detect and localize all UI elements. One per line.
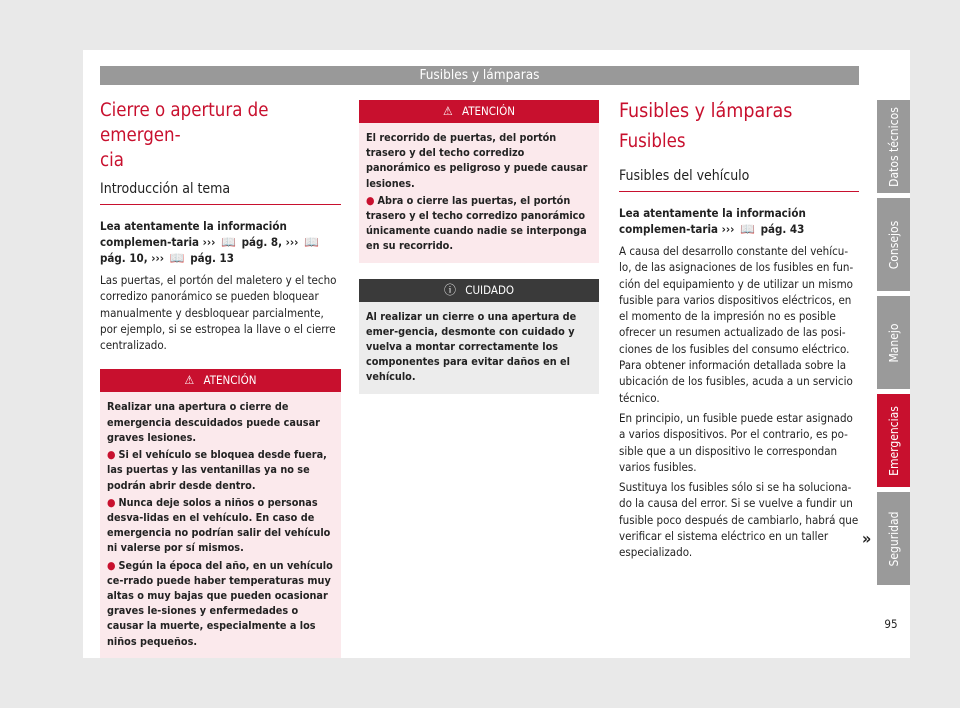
page-link-43[interactable]: pág. 43: [760, 222, 805, 236]
arrow-ref-icon: ›››: [202, 235, 216, 249]
body-paragraph: Las puertas, el portón del maletero y el techo corredizo panorámico se pueden bloquear manualmente y desbloquear parcialmente, por ejemplo, si se estropea la llave o el cierre centralizado.: [100, 273, 337, 353]
book-icon: 📖: [740, 222, 755, 236]
book-icon: 📖: [304, 235, 320, 249]
page-link-13[interactable]: pág. 13: [190, 251, 234, 265]
column-1: [100, 98, 341, 658]
body-paragraph: En principio, un fusible puede estar asignado a varios dispositivos. Por el contrario, es po-sible que a un dispositivo le correspondan varios fusibles.: [619, 410, 853, 474]
page-number: 95: [884, 617, 898, 631]
warning-triangle-icon: ⚠: [184, 373, 195, 388]
warning-body: [359, 123, 599, 263]
page-link-10[interactable]: pág. 10,: [100, 251, 148, 265]
chapter-title: Fusibles y lámparas: [619, 99, 793, 122]
bullet-icon: ●: [107, 558, 116, 572]
tab-datos-tecnicos[interactable]: Datos técnicos: [877, 100, 910, 193]
arrow-ref-icon: ›››: [285, 235, 299, 249]
warning-item: ● Según la época del año, en un vehículo ce-rrado puede haber temperaturas muy altas o muy bajas que pueden ocasionar graves le-siones y enfermedades o causar la muerte, especialmente a los niños pequeños.: [107, 558, 333, 648]
column-2: [359, 100, 599, 394]
running-header: Fusibles y lámparas: [100, 66, 859, 85]
body-paragraph: Sustituya los fusibles sólo si se ha soluciona-do la causa del error. Si se vuelve a fundir un fusible poco después de cambiarlo, habrá que verificar el sistema eléctrico en un taller especializado.: [619, 480, 859, 560]
warning-header: ⚠ ATENCIÓN: [100, 369, 341, 392]
intro-reference: Lea atentamente la información complemen-taria ››› 📖 pág. 43: [619, 206, 806, 236]
tab-seguridad[interactable]: Seguridad: [877, 492, 910, 585]
body-paragraph: A causa del desarrollo constante del vehícu-lo, de las asignaciones de los fusibles en fun-ción del equipamiento y de utilizar un mismo fusible para varios dispositivos eléctricos, en el momento de la impresión no es posible ofrecer un resumen actualizado de las posi-ciones de los fusibles del consumo eléctrico. Para obtener información detallada sobre la ubicación de los fusibles, acuda a un servicio técnico.: [619, 244, 854, 405]
column-3: [619, 98, 859, 561]
warning-item: ● Nunca deje solos a niños o personas desva-lidas en el vehículo. En caso de emergencia no podrían salir del vehículo ni valerse por sí mismos.: [107, 495, 331, 555]
warning-body: [100, 392, 341, 657]
subsection-title: Introducción al tema: [100, 179, 341, 205]
section-title: Fusibles: [619, 131, 686, 152]
caution-header: ⓘ CUIDADO: [359, 279, 599, 302]
bullet-icon: ●: [107, 495, 116, 509]
warning-triangle-icon: ⚠: [443, 104, 453, 118]
intro-reference: Lea atentamente la información complemen-taria ››› 📖 pág. 8, ››› 📖 pág. 10, ››› 📖 pág. 13: [100, 219, 320, 265]
continue-arrow-icon: »: [862, 529, 872, 548]
book-icon: 📖: [221, 235, 236, 249]
book-icon: 📖: [169, 251, 185, 265]
tab-emergencias[interactable]: Emergencias: [877, 394, 910, 487]
bullet-icon: ●: [107, 448, 116, 462]
arrow-ref-icon: ›››: [151, 251, 165, 265]
bullet-icon: ●: [366, 193, 375, 207]
tab-manejo[interactable]: Manejo: [877, 296, 910, 389]
tab-consejos[interactable]: Consejos: [877, 198, 910, 291]
warning-item: ● Abra o cierre las puertas, el portón trasero y el techo corredizo panorámico únicamente cuando nadie se interponga en su recorrido.: [366, 193, 587, 253]
warning-box: [359, 100, 599, 263]
warning-box: [100, 369, 341, 657]
section-title: Cierre o apertura de emergen- cia: [100, 100, 269, 171]
caution-box: [359, 279, 599, 394]
warning-item: ● Si el vehículo se bloquea desde fuera, las puertas y las ventanillas ya no se podrán abrir desde dentro.: [107, 448, 327, 492]
warning-header: ⚠ ATENCIÓN: [359, 100, 599, 123]
subsection-title: Fusibles del vehículo: [619, 166, 859, 192]
warning-lead: Realizar una apertura o cierre de emergencia descuidados puede causar graves lesiones.: [107, 400, 320, 444]
caution-body: Al realizar un cierre o una apertura de emer-gencia, desmonte con cuidado y vuelva a montar correctamente los componentes para evitar daños en el vehículo.: [366, 309, 577, 384]
info-circle-icon: ⓘ: [443, 282, 456, 297]
warning-lead: El recorrido de puertas, del portón trasero y del techo corredizo panorámico es peligroso y puede causar lesiones.: [366, 131, 588, 190]
arrow-ref-icon: ›››: [721, 222, 735, 236]
page-link-8[interactable]: pág. 8,: [241, 235, 283, 249]
